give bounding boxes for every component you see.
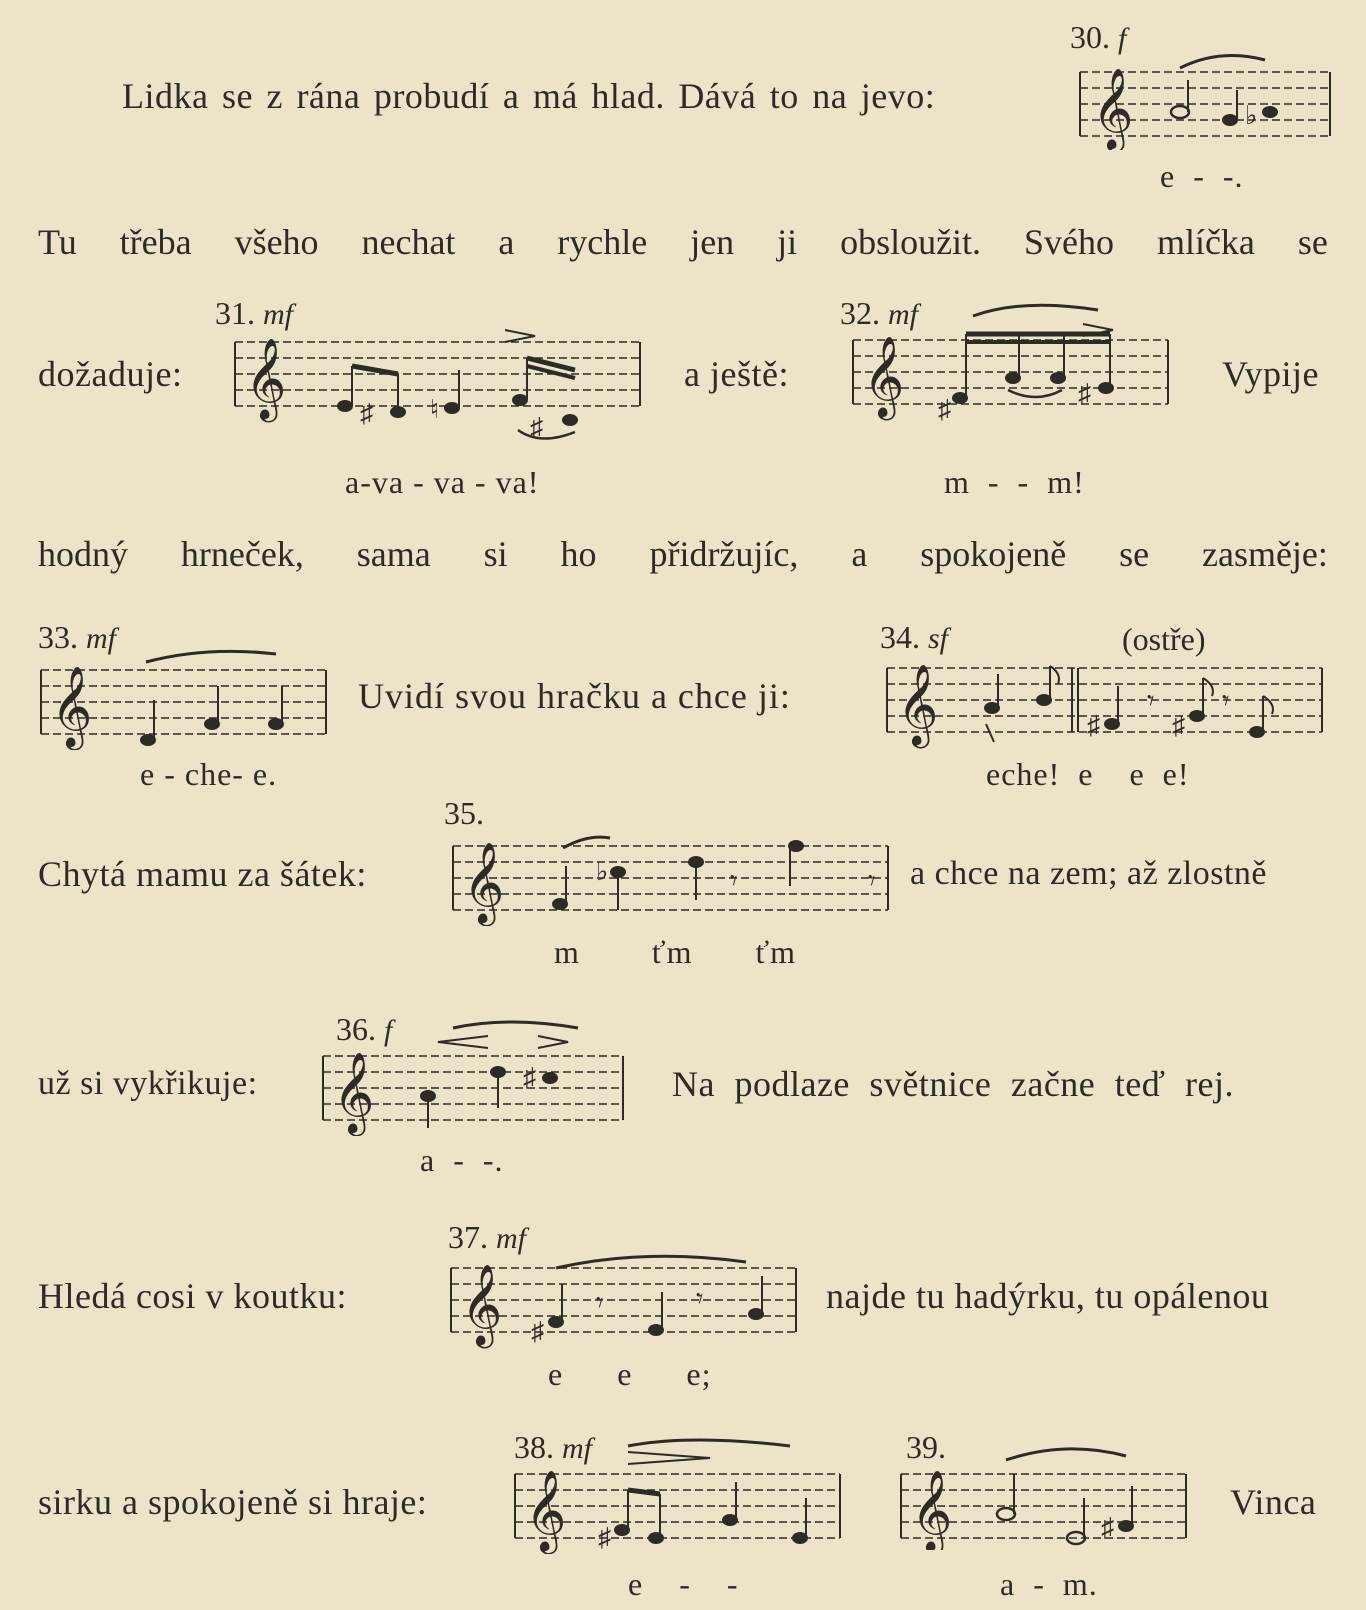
- word: Tu: [38, 222, 77, 262]
- svg-text:♯: ♯: [530, 413, 543, 442]
- dynamic-marking: mf: [496, 1222, 526, 1255]
- text-line-3-start: dožaduje:: [38, 354, 183, 394]
- text-line-4: [38, 534, 1328, 574]
- svg-text:𝄾: 𝄾: [696, 1284, 704, 1315]
- treble-clef-icon: 𝄞: [463, 845, 505, 922]
- example-32-lyric: m - - m!: [944, 464, 1085, 500]
- example-number: 38.: [514, 1429, 554, 1465]
- word: hodný: [38, 534, 128, 574]
- word: hrneček,: [180, 534, 304, 574]
- word: a: [851, 534, 868, 574]
- example-35-lyric: m ťm ťm: [554, 934, 797, 970]
- svg-text:♮: ♮: [430, 395, 440, 424]
- staff-example-38: [510, 1434, 846, 1554]
- staff-example-31: [230, 320, 650, 450]
- text-line-9-start: sirku a spokojeně si hraje:: [38, 1482, 428, 1522]
- text-line-8-start: Hledá cosi v koutku:: [38, 1276, 347, 1316]
- treble-clef-icon: 𝄞: [863, 339, 905, 416]
- svg-text:♯: ♯: [938, 395, 951, 424]
- staff-example-36: [318, 1016, 630, 1136]
- word: se: [1297, 222, 1328, 262]
- dynamic-marking: f: [384, 1014, 393, 1047]
- treble-clef-icon: 𝄞: [51, 669, 93, 746]
- staff-example-37: [446, 1248, 806, 1358]
- text-line-3-middle: a ještě:: [684, 354, 789, 394]
- word: se: [1119, 534, 1150, 574]
- example-number: 35.: [444, 795, 484, 831]
- treble-clef-icon: 𝄞: [911, 1473, 953, 1550]
- word: Svého: [1024, 222, 1114, 262]
- svg-text:𝄾: 𝄾: [730, 866, 738, 897]
- example-number: 31.: [215, 295, 255, 331]
- svg-text:♭: ♭: [1245, 101, 1258, 130]
- diminuendo-mark: [628, 1452, 710, 1464]
- example-number: 33.: [38, 619, 78, 655]
- example-37-lyric: e e e;: [548, 1356, 712, 1392]
- word: rychle: [557, 222, 648, 262]
- staff-example-39: [896, 1440, 1192, 1550]
- text-line-9-end: Vinca: [1230, 1482, 1317, 1522]
- svg-text:𝄾: 𝄾: [868, 866, 876, 897]
- svg-text:♯: ♯: [1172, 711, 1185, 740]
- word: ji: [777, 222, 798, 262]
- example-number: 36.: [336, 1011, 376, 1047]
- example-number: 39.: [906, 1429, 946, 1465]
- word: ho: [560, 534, 597, 574]
- text-line-8-end: najde tu hadýrku, tu opálenou: [826, 1276, 1270, 1316]
- text-line-1: Lidka se z rána probudí a má hlad. Dává to na jevo:: [122, 76, 936, 116]
- svg-text:♯: ♯: [360, 399, 373, 428]
- svg-text:𝄾: 𝄾: [1222, 686, 1230, 717]
- svg-text:♯: ♯: [598, 1523, 611, 1552]
- svg-text:𝄾: 𝄾: [1147, 686, 1155, 717]
- example-35-number: [444, 796, 484, 830]
- accent-mark: [505, 330, 535, 342]
- example-38-lyric: e - -: [628, 1566, 739, 1602]
- dynamic-marking: mf: [888, 298, 918, 331]
- svg-text:♯: ♯: [1087, 711, 1100, 740]
- word: a: [498, 222, 515, 262]
- example-number: 34.: [880, 619, 920, 655]
- dynamic-marking: mf: [86, 622, 116, 655]
- example-39-lyric: a - m.: [1000, 1566, 1098, 1602]
- example-33-lyric: e - che- e.: [140, 756, 278, 792]
- word: třeba: [119, 222, 192, 262]
- svg-text:♯: ♯: [531, 1317, 544, 1346]
- crescendo-mark: [438, 1036, 488, 1048]
- word: obsloužit.: [840, 222, 982, 262]
- word: si: [483, 534, 508, 574]
- slur: [1180, 56, 1265, 69]
- svg-text:♯: ♯: [1101, 1513, 1114, 1542]
- text-line-2: [38, 222, 1328, 262]
- treble-clef-icon: 𝄞: [897, 667, 939, 744]
- staff-example-35: [448, 826, 898, 926]
- svg-text:♯: ♯: [523, 1063, 536, 1092]
- dynamic-marking: f: [1118, 22, 1127, 55]
- treble-clef-icon: 𝄞: [333, 1055, 375, 1132]
- word: mlíčka: [1156, 222, 1255, 262]
- svg-text:♯: ♯: [1078, 379, 1091, 408]
- dynamic-marking: mf: [562, 1432, 592, 1465]
- example-34-lyric: eche! e e e!: [986, 756, 1190, 792]
- text-line-6-end: a chce na zem; až zlostně: [910, 855, 1268, 892]
- svg-text:♭: ♭: [596, 857, 609, 886]
- example-number: 32.: [840, 295, 880, 331]
- treble-clef-icon: 𝄞: [245, 341, 287, 418]
- example-number: 37.: [448, 1219, 488, 1255]
- example-number: 30.: [1070, 19, 1110, 55]
- dynamic-marking: sf: [928, 622, 949, 655]
- text-line-7-start: už si vykřikuje:: [38, 1065, 258, 1102]
- text-line-7-end: Na podlaze světnice začne teď rej.: [672, 1064, 1234, 1104]
- treble-clef-icon: 𝄞: [461, 1267, 503, 1344]
- svg-text:𝄾: 𝄾: [596, 1288, 604, 1319]
- treble-clef-icon: 𝄞: [525, 1473, 567, 1550]
- staff-example-34: [882, 644, 1330, 754]
- example-31-lyric: a-va - va - va!: [345, 464, 540, 500]
- example-30-lyric: e - -.: [1160, 158, 1244, 194]
- text-line-5: Uvidí svou hračku a chce ji:: [358, 676, 791, 716]
- word: všeho: [234, 222, 319, 262]
- treble-clef-icon: 𝄞: [1092, 71, 1134, 148]
- word: nechat: [361, 222, 456, 262]
- staff-example-33: [36, 640, 336, 750]
- text-line-6-start: Chytá mamu za šátek:: [38, 854, 367, 894]
- dynamic-marking: mf: [263, 298, 293, 331]
- staff-example-30: [1070, 40, 1340, 150]
- text-line-3-end: Vypije: [1222, 354, 1319, 394]
- word: spokojeně: [920, 534, 1067, 574]
- word: zasměje:: [1201, 534, 1328, 574]
- word: sama: [356, 534, 431, 574]
- example-36-lyric: a - -.: [420, 1142, 504, 1178]
- word: jen: [690, 222, 735, 262]
- staff-example-32: [848, 298, 1178, 428]
- example-34-direction: (ostře): [1122, 621, 1206, 657]
- word: přidržujíc,: [649, 534, 799, 574]
